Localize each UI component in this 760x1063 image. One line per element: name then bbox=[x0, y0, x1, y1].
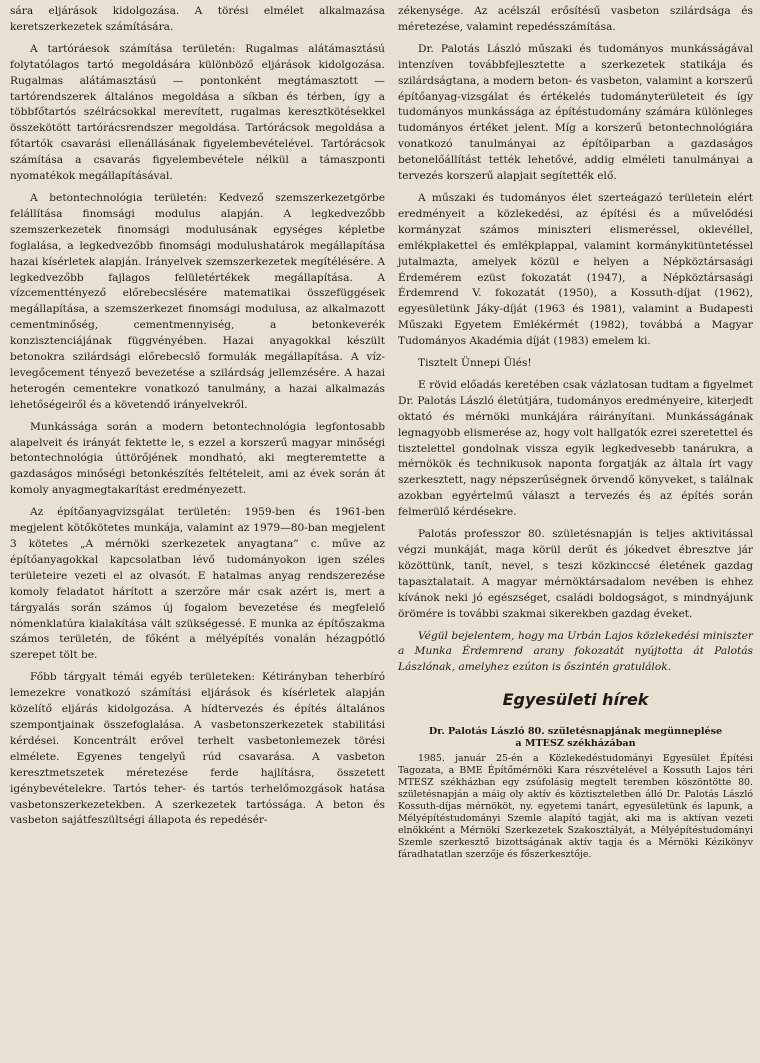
paragraph-bejelentes: Végül bejelentem, hogy ma Urbán Lajos közlekedési miniszter a Munka Érdemrend arany fokozatát nyújtotta át Palotás Lászlónak, amelyhez ezúton is őszintén gratulálok. bbox=[398, 629, 753, 674]
paragraph-tartoracsok: A tartóráesok számítása területén: Rugalmas alátámasztású folytatólagos tartó megoldására különböző eljárások kidolgozása. Rugalmas alátámasztású — pontonként megtámasztott — tartórendszerek általános megoldása a síkban és térben, így a többfőtartós szélrácsokkal merevített, rugalmas keresztkötésekkel összekötött tartórácsrendszer megoldása. Tartórácsok megoldása a főtartók csavarási ellenállásának figyelembevételével. Tartórácsok számítása a csavarás figyelembevétele nélkül a támaszponti nyomatékok megállapításával. bbox=[10, 42, 385, 183]
paragraph-betontechnologia: A betontechnológia területén: Kedvező szemszerkezetgörbe felállítása finomsági modulus alapján. A legkedvezőbb szemszerkezetek finomsági modulusának egységes képletbe foglalása, a legkedvezőbb finomsági modulushatárok megállapítása hazai kísérletek alapján. Irányelvek szemszerkezetek megítélésére. A legkedvezőbb fajlagos felületértékek megállapítása. A vízcementtényező előrebecslésére matematikai összefüggések megállapítása, a szemszerkezet finomsági modulusa, az alkalmazott cementminőség, cementmennyiség, a betonkeverék konzisztenciájának függvényében. Hazai anyagokkal készült betonokra szilárdsági előrebecslő formulák megállapítása. A víz-levegőcement tényező bevezetése a szilárdság jellemzésére. A hazai heterogén cementekre vonatkozó tanulmány, a hazai alkalmazás lehetőségeiről és a követendő irányelvekről. bbox=[10, 191, 385, 411]
news-body: 1985. január 25-én a Közlekedéstudományi Egyesület Építési Tagozata, a BME Építőmérnöki Kara részvételével a Kossuth Lajos téri MTESZ székházban egy zsúfolásig megtelt teremben köszöntötte 80. születésnapján a máig oly aktív és köztiszteletben álló Dr. Palotás László Kossuth-díjas mérnököt, ny. egyetemi tanárt, egyesületünk és lapunk, a Mélyépítéstudományi Szemle alapító tagját, aki ma is aktívan vezeti elnökként a Mérnöki Szerkezetek Szakosztályát, a Mélyépítéstudományi Szemle szerkesztő bizottságának aktív tagja és a Mérnöki Kézikönyv fáradhatatlan szerzője és főszerkesztője. bbox=[398, 753, 753, 860]
news-title bbox=[398, 726, 753, 750]
news-title-line-2: a MTESZ székházában bbox=[515, 738, 636, 750]
paragraph-munkassaga: Munkássága során a modern betontechnológia legfontosabb alapelveit és irányát fektette le, s ezzel a korszerű magyar minőségi betontechnológia úttörőjének mondható, aki megteremtette a gazdaságos minőségi betonkészítés feltételeit, ami az évek során át komoly anyagmegtakarítást eredményezett. bbox=[10, 420, 385, 497]
paragraph-szuletesnap: Palotás professzor 80. születésnapján is teljes aktivitással végzi munkáját, maga körül derűt és jókedvet ébresztve jár közöttünk, tanít, nevel, s teszi közkinccsé életének gazdag tapasztalatait. A magyar mérnöktársadalom nevében is ehhez kívánok neki jó egészséget, családi boldogságot, s mindnyájunk örömére is további szakmai sikerekben gazdag éveket. bbox=[398, 528, 753, 620]
paragraph-munkassag-ertekeles: Dr. Palotás László műszaki és tudományos munkásságával intenzíven továbbfejlesztette a szerkezetek statikája és szilárdságtana, a modern beton- és vasbeton, valamint a korszerű építőanyag-vizsgálat és értékelés tudományterületeit és így tudományos munkássága az építéstudomány számára különleges tudományos értéket jelent. Míg a korszerű betontechnológiára vonatkozó tanulmányai az építőiparban a gazdaságos betonelőállítást tették lehetővé, addig elméleti tanulmányai a tervezés korszerű alapjait segítették elő. bbox=[398, 42, 753, 183]
paragraph-egyeb-teruletek: Főbb tárgyalt témái egyéb területeken: Kétirányban teherbíró lemezekre vonatkozó számítási eljárások és kísérletek alapján közelítő eljárás kidolgozása. A hídtervezés és építés általános szempontjainak összefoglalása. A vasbetonszerkezetek stabilitási kérdései. Koncentrált erővel terhelt vasbetonlemezek törési elmélete. Egyenes tengelyű rúd csavarása. A vasbeton keresztmetszetek méretezése ferde hajlításra, összetett igénybevételekre. Tartós teher- és tartós terhelőmozgások hatása vasbetonszerkezetekben. A szerkezetek tartóssága. A beton és vasbeton sajátfeszültségi állapota és repedésér- bbox=[10, 671, 385, 827]
left-column bbox=[10, 4, 385, 835]
section-heading: Egyesületi hírek bbox=[502, 690, 649, 710]
right-column bbox=[398, 4, 753, 866]
paragraph-eloadas: E rövid előadás keretében csak vázlatosan tudtam a figyelmet Dr. Palotás László életútjára, tudományos eredményeire, kiterjedt oktató és mérnöki munkájára ráirányítani. Munkásságának legnagyobb elismerése az, hogy volt hallgatók ezrei szeretettel és tisztelettel gondolnak vissza egyik legkedvesebb tanárukra, a mérnökök és technikusok naponta forgatják az általa írt vagy szerkesztett, nagy népszerűségnek örvendő könyveket, s találnak azokban egyértelmű választ a tervezés és az építés során felmerülő kérdésekre. bbox=[398, 378, 753, 519]
news-title-line-1: Dr. Palotás László 80. születésnapjának megünneplése bbox=[428, 726, 723, 738]
paragraph-epitoanyagvizsgalat: Az építőanyagvizsgálat területén: 1959-ben és 1961-ben megjelent kötőkötetes munkája, valamint az 1979—80-ban megjelent 3 kötetes „A mérnöki szerkezetek anyagtana” c. műve az építőanyagokkal kapcsolatban lévő tudományokon igen széles területeire vezeti el az olvasót. E hatalmas anyag rendszerezése komoly feladatot hárított a szerzőre már csak azért is, mert a tárgyalás során számos új fogalom bevezetése és megfelelő nómenklatúra kialakítása vált szükségessé. E munka az építőszakma számos területén, de főként a mélyépítés vonalán hézagpótló szerepet tölt be. bbox=[10, 506, 385, 662]
paragraph-continued: sára eljárások kidolgozása. A törési elmélet alkalmazása keretszerkezetek számítására. bbox=[10, 5, 385, 33]
paragraph-salutation: Tisztelt Ünnepi Ülés! bbox=[418, 357, 532, 370]
paragraph-continued: zékenysége. Az acélszál erősítésű vasbeton szilárdsága és méretezése, valamint repedésszámítása. bbox=[398, 5, 753, 33]
paragraph-elismeresek: A műszaki és tudományos élet szerteágazó területein elért eredményeit a közlekedési, az építési és a művelődési kormányzat számos miniszteri elismeréssel, oklevéllel, emlékplakettel és emlékplappal, valamint kormánykitüntetéssel jutalmazta, amelyek közül e helyen a Népköztársasági Érdemérem ezüst fokozatát (1947), a Népköztársasági Érdemrend V. fokozatát (1950), a Kossuth-díjat (1962), egyesületünk Jáky-díját (1963 és 1981), valamint a Budapesti Műszaki Egyetem Emlékérmét (1982), továbbá a Magyar Tudományos Akadémia díját (1983) emelem ki. bbox=[398, 191, 753, 348]
